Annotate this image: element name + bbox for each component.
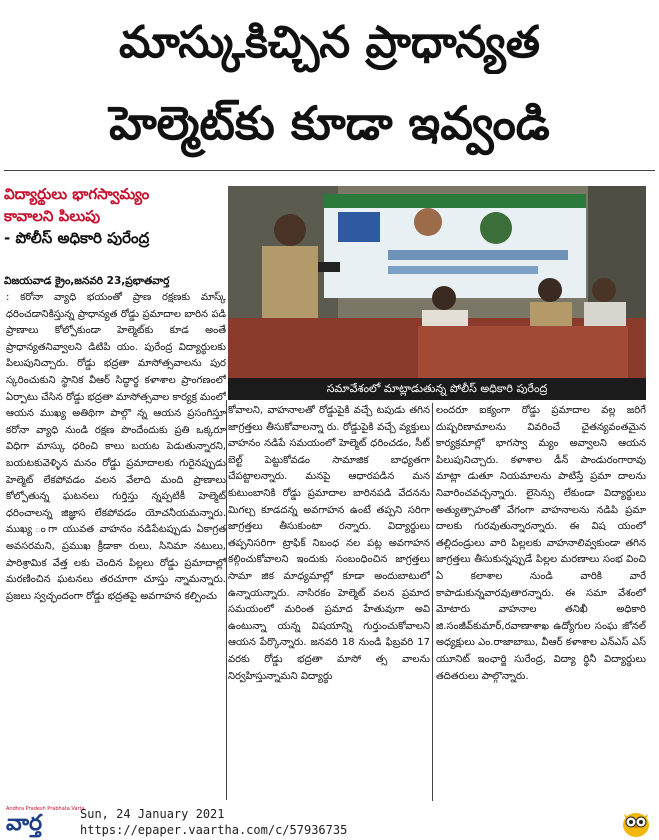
column-divider-1 (226, 400, 227, 800)
column-divider-2 (432, 403, 433, 801)
logo-tagline: Andhra Pradesh Prabhata Varta (6, 806, 85, 812)
headline-line-2: హెల్మెట్‌కు కూడా ఇవ్వండి (109, 96, 550, 150)
page-footer (0, 804, 659, 840)
headline-divider (4, 170, 655, 171)
photo-caption: సమావేశంలో మాట్లాడుతున్న పోలీస్ అధికారి పురేంద్ర (228, 378, 646, 400)
subhead-line-1: విద్యార్థులు భాగస్వామ్యం (4, 185, 150, 203)
owl-icon (620, 808, 652, 838)
edition-date: Sun, 24 January 2021 (80, 807, 225, 821)
article-column-1: : కరోనా వ్యాధి భయంతో ప్రాణ రక్షణకు మాస్క్ ధరించడానికిస్తున్న ప్రాధాన్యత రోడ్డు ప్రమాదాల బారిన పడి ప్రాణాలు కోల్పోకుండా హెల్మెట్‌కు కూడ అంతే ప్రాధాన్యతనివ్వాలని డిటిపి యం. పురేంద్ర విద్యార్థులకు పిలుపునిచ్చారు. రోడ్డు భద్రతా మాసోత్సవాలను పుర స్కరించుకుని స్థానిక వీఆర్ సిద్ధార్థ కళాశాల ప్రాంగణంలో ఏర్పాటు చేసిన రోడ్డు భద్రతా మాసోత్సవాల కార్యక్ర మంలో ఆయన ముఖ్య అతిథిగా పాల్గొ న్న ఆయన ప్రసంగిస్తూ కరోనా వ్యాధి నుండి రక్షణ పొందేందుకు ప్రతి ఒక్కరూ విధిగా మాస్కు ధరించి కాలు బయట పెడుతున్నారని, బయటకువెళ్ళిన మనం రోడ్డు ప్రమాదాలకు గురైనప్పుడు హెల్మెట్ లేకపోవడం వలన వేలాది మంది ప్రాణాలు కోల్పోతున్న ఘటనలు గుర్తిస్తు న్నప్పటికీ హెల్మెట్ ధరించాలన్న జిజ్ఞాస లేకపోవడం యోచనీయమన్నారు. ముఖ్య ంగా యువత వాహనం నడిపేటప్పుడు ఏకాగ్రత అవసరమని, ప్రముఖ క్రీడాకా రులు, సినిమా నటులు, పారిశ్రామిక వేత్త లకు చెందిన పిల్లలు రోడ్డు ప్రమాదాల్లో మరణించిన ఘటనలు తరచూగా చూస్తు న్నామన్నారు. ప్రజలు స్వచ్ఛందంగా రోడ్డు భద్రతపై అవగాహన కల్పించు (6, 292, 226, 602)
subhead-line-3: - పోలీస్ అధికారి పురేంద్ర (4, 229, 150, 247)
article-column-3: లందరూ ఐక్యంగా రోడ్డు ప్రమాదాల వల్ల జరిగే దుష్పరిణామాలను వివరించే చైతన్యవంతమైన కార్యక్రమాల్లో భాగస్వా మ్యం అవ్వాలని ఆయన పిలుపునిచ్చారు. కళాశాల డీన్ పాండురంగారావు మాట్లా డుతూ నియమాలను పాటిస్తే ప్రమా దాలను నివారించవచ్చన్నారు. లైసెన్సు లేకుండా విద్యార్థులు అత్యుత్సాహంతో వేగంగా వాహనాలను నడిపి ప్రమా దాలకు గురవుతున్నారన్నారు. ఈ విష యంలో తల్లిదండ్రులు వారి పిల్లలకు వాహనాలివ్వకుండా తగిన జాగ్రత్తలు తీసుకున్నప్పుడే పిల్లల మరణాలు సంభ వించి ఏ కలాశాల నుండి వారికి వారే కాపాడుకున్నవారవుతారన్నారు. ఈ సమా వేశంలో మోటారు వాహనాల తనిఖీ అధికారి జి.సంజీవ్‌కుమార్,రవాణాశాఖ ఉద్యోగుల సంఘ జోనల్ అధ్యక్షులు ఎం.రాజాబాబు, వీఆర్ కళాశాల ఎన్ఎస్ ఎస్ యూనిట్ ఇంఛార్జి సురేంద్ర, విద్యా ర్థినీ విద్యార్థులు తదితరులు పాల్గొన్నారు. (436, 405, 646, 682)
epaper-link[interactable]: https://epaper.vaartha.com/c/57936735 (80, 823, 348, 837)
meeting-scene-image (228, 186, 646, 400)
subheading (4, 183, 224, 249)
article-column-2: కోవాలని, వాహనాలతో రోడ్డుపైకి వచ్చే టపుడు తగిన జాగ్రత్తలు తీసుకోవాలన్నా రు. రోడ్డుపైకి వచ్చే వ్యక్తులు వాహనం నడిపే సమయంలో హెల్మెట్ ధరించడం, సీట్ బెల్ట్ పెట్టుకోవడం సామాజిక బాధ్యతగా చేపట్టాలన్నారు. మనపై ఆధారపడిన మన కుటుంబానికి రోడ్డు ప్రమాదాల బారినపడి వేదనను మిగల్చ కూడదన్న అవగాహన ఉంటే తప్పని సరిగా జాగ్రత్తలు తీసుకుంటా రన్నారు. విద్యార్థులు తప్పనిసరిగా ట్రాఫిక్ నిబంధ నల పట్ల అవగాహన కల్గించుకోవాలని ఇందుకు సంబంధించిన జాగ్రత్తలు సామా జిక మాధ్యమాల్లో కూడా అందుబాటులో ఉన్నాయన్నారు. నాసిరకం హెల్మెట్ వలన ప్రమాద సమయంలో మరింత ప్రమాద హేతువుగా అవి ఉంటున్నా యన్న విషయాన్ని గుర్తుంచుకోవాలని ఆయన పేర్కొన్నారు. జనవరి 18 నుండి ఫిబ్రవరి 17 వరకు రోడ్డు భద్రతా మాసో త్స వాలను నిర్వహిస్తున్నామని విద్యార్థు (228, 405, 430, 682)
headline-line-1: మాస్కుకిచ్చిన ప్రాధాన్యత (118, 17, 541, 68)
logo-mark: వార్త (6, 811, 43, 836)
news-photo (228, 186, 646, 400)
dateline: విజయవాడ క్రైం,జనవరి 23,ప్రభాతవార్త (4, 275, 170, 287)
vaartha-logo (6, 806, 85, 838)
subhead-line-2: కావాలని పిలుపు (4, 207, 101, 225)
